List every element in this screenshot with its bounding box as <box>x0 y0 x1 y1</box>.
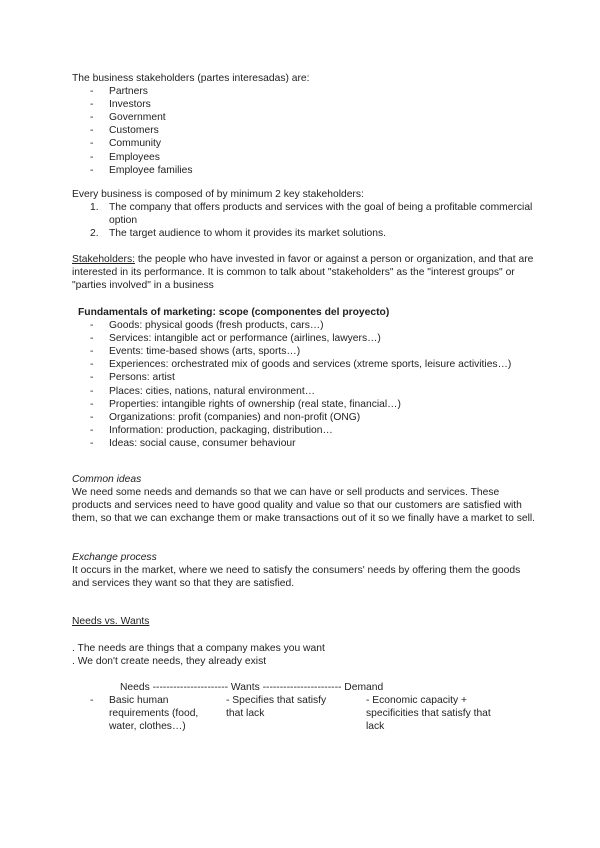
key-stakeholders-section <box>72 188 540 240</box>
needs-line-2: . We don't create needs, they already exist <box>72 656 267 668</box>
definition-text: the people who have invested in favor or against a person or organization, and that are interested in its performance. It is common to talk about "stakeholders" as the "interest groups" or "parties involved" in a business <box>72 254 534 292</box>
key-stakeholders-intro: Every business is composed of by minimum 2 key stakeholders: <box>72 189 364 200</box>
list-item: - Experiences: orchestrated mix of goods and services (xtreme sports, leisure activities…) <box>72 358 540 371</box>
definition-section <box>72 253 540 292</box>
stakeholders-section <box>72 72 540 177</box>
exchange-section <box>72 551 540 590</box>
list-number: 2. <box>90 228 99 240</box>
fundamentals-heading: Fundamentals of marketing: scope (componentes del proyecto) <box>78 307 390 318</box>
list-item: - Community <box>72 137 540 150</box>
list-item: - Ideas: social cause, consumer behaviour <box>72 437 540 450</box>
needs-heading: Needs vs. Wants <box>72 616 150 627</box>
list-item: - Customers <box>72 124 540 137</box>
stakeholders-intro: The business stakeholders (partes interesadas) are: <box>72 73 310 84</box>
common-ideas-heading: Common ideas <box>72 474 142 485</box>
list-item: - Partners <box>72 85 540 98</box>
list-item: - Employees <box>72 151 540 164</box>
definition-paragraph <box>72 253 540 292</box>
needs-line-1: . The needs are things that a company makes you want <box>72 643 325 654</box>
key-stakeholders-list <box>72 201 540 240</box>
stakeholders-list <box>72 85 540 177</box>
list-number: 1. <box>90 202 99 214</box>
list-item: - Employee families <box>72 164 540 177</box>
dash-marker: - <box>90 695 94 706</box>
definition-term: Stakeholders: <box>72 254 135 265</box>
fundamentals-section <box>72 306 540 450</box>
demand-column: - Economic capacity + specificities that satisfy that lack <box>366 695 491 733</box>
list-item: - Services: intangible act or performance (airlines, lawyers…) <box>72 332 540 345</box>
common-ideas-text: We need some needs and demands so that we can have or sell products and services. These products and services need to have good quality and value so that our customers are satisfied with them, so that we can exchange them or make transactions out of it so we finally have a market to sell. <box>72 487 536 525</box>
list-item: - Events: time-based shows (arts, sports…) <box>72 345 540 358</box>
list-item: - Investors <box>72 98 540 111</box>
list-item: - Organizations: profit (companies) and non-profit (ONG) <box>72 411 540 424</box>
common-ideas-section <box>72 473 540 525</box>
needs-chain-block <box>120 681 540 694</box>
needs-chain: Needs ---------------------- Wants ----------------------- Demand <box>120 682 384 693</box>
list-item: - Persons: artist <box>72 371 540 384</box>
list-item: - Government <box>72 111 540 124</box>
exchange-text: It occurs in the market, where we need to satisfy the consumers' needs by offering them the goods and services they want so that they are satisfied. <box>72 565 521 590</box>
wants-column: - Specifies that satisfy that lack <box>226 695 327 720</box>
list-text: The target audience to whom it provides its market solutions. <box>109 228 387 240</box>
list-item: - Goods: physical goods (fresh products, cars…) <box>72 319 540 332</box>
needs-notes <box>72 642 540 668</box>
list-item: - Properties: intangible rights of ownership (real state, financial…) <box>72 398 540 411</box>
exchange-heading: Exchange process <box>72 552 157 563</box>
list-text: The company that offers products and services with the goal of being a profitable commercial option <box>109 202 533 227</box>
fundamentals-list <box>72 319 540 450</box>
list-item <box>72 201 540 227</box>
needs-column: Basic human requirements (food, water, clothes…) <box>109 695 199 733</box>
list-item: - Information: production, packaging, distribution… <box>72 424 540 437</box>
list-item <box>72 227 540 240</box>
list-item: - Places: cities, nations, natural environment… <box>72 385 540 398</box>
needs-heading-block <box>72 615 540 628</box>
